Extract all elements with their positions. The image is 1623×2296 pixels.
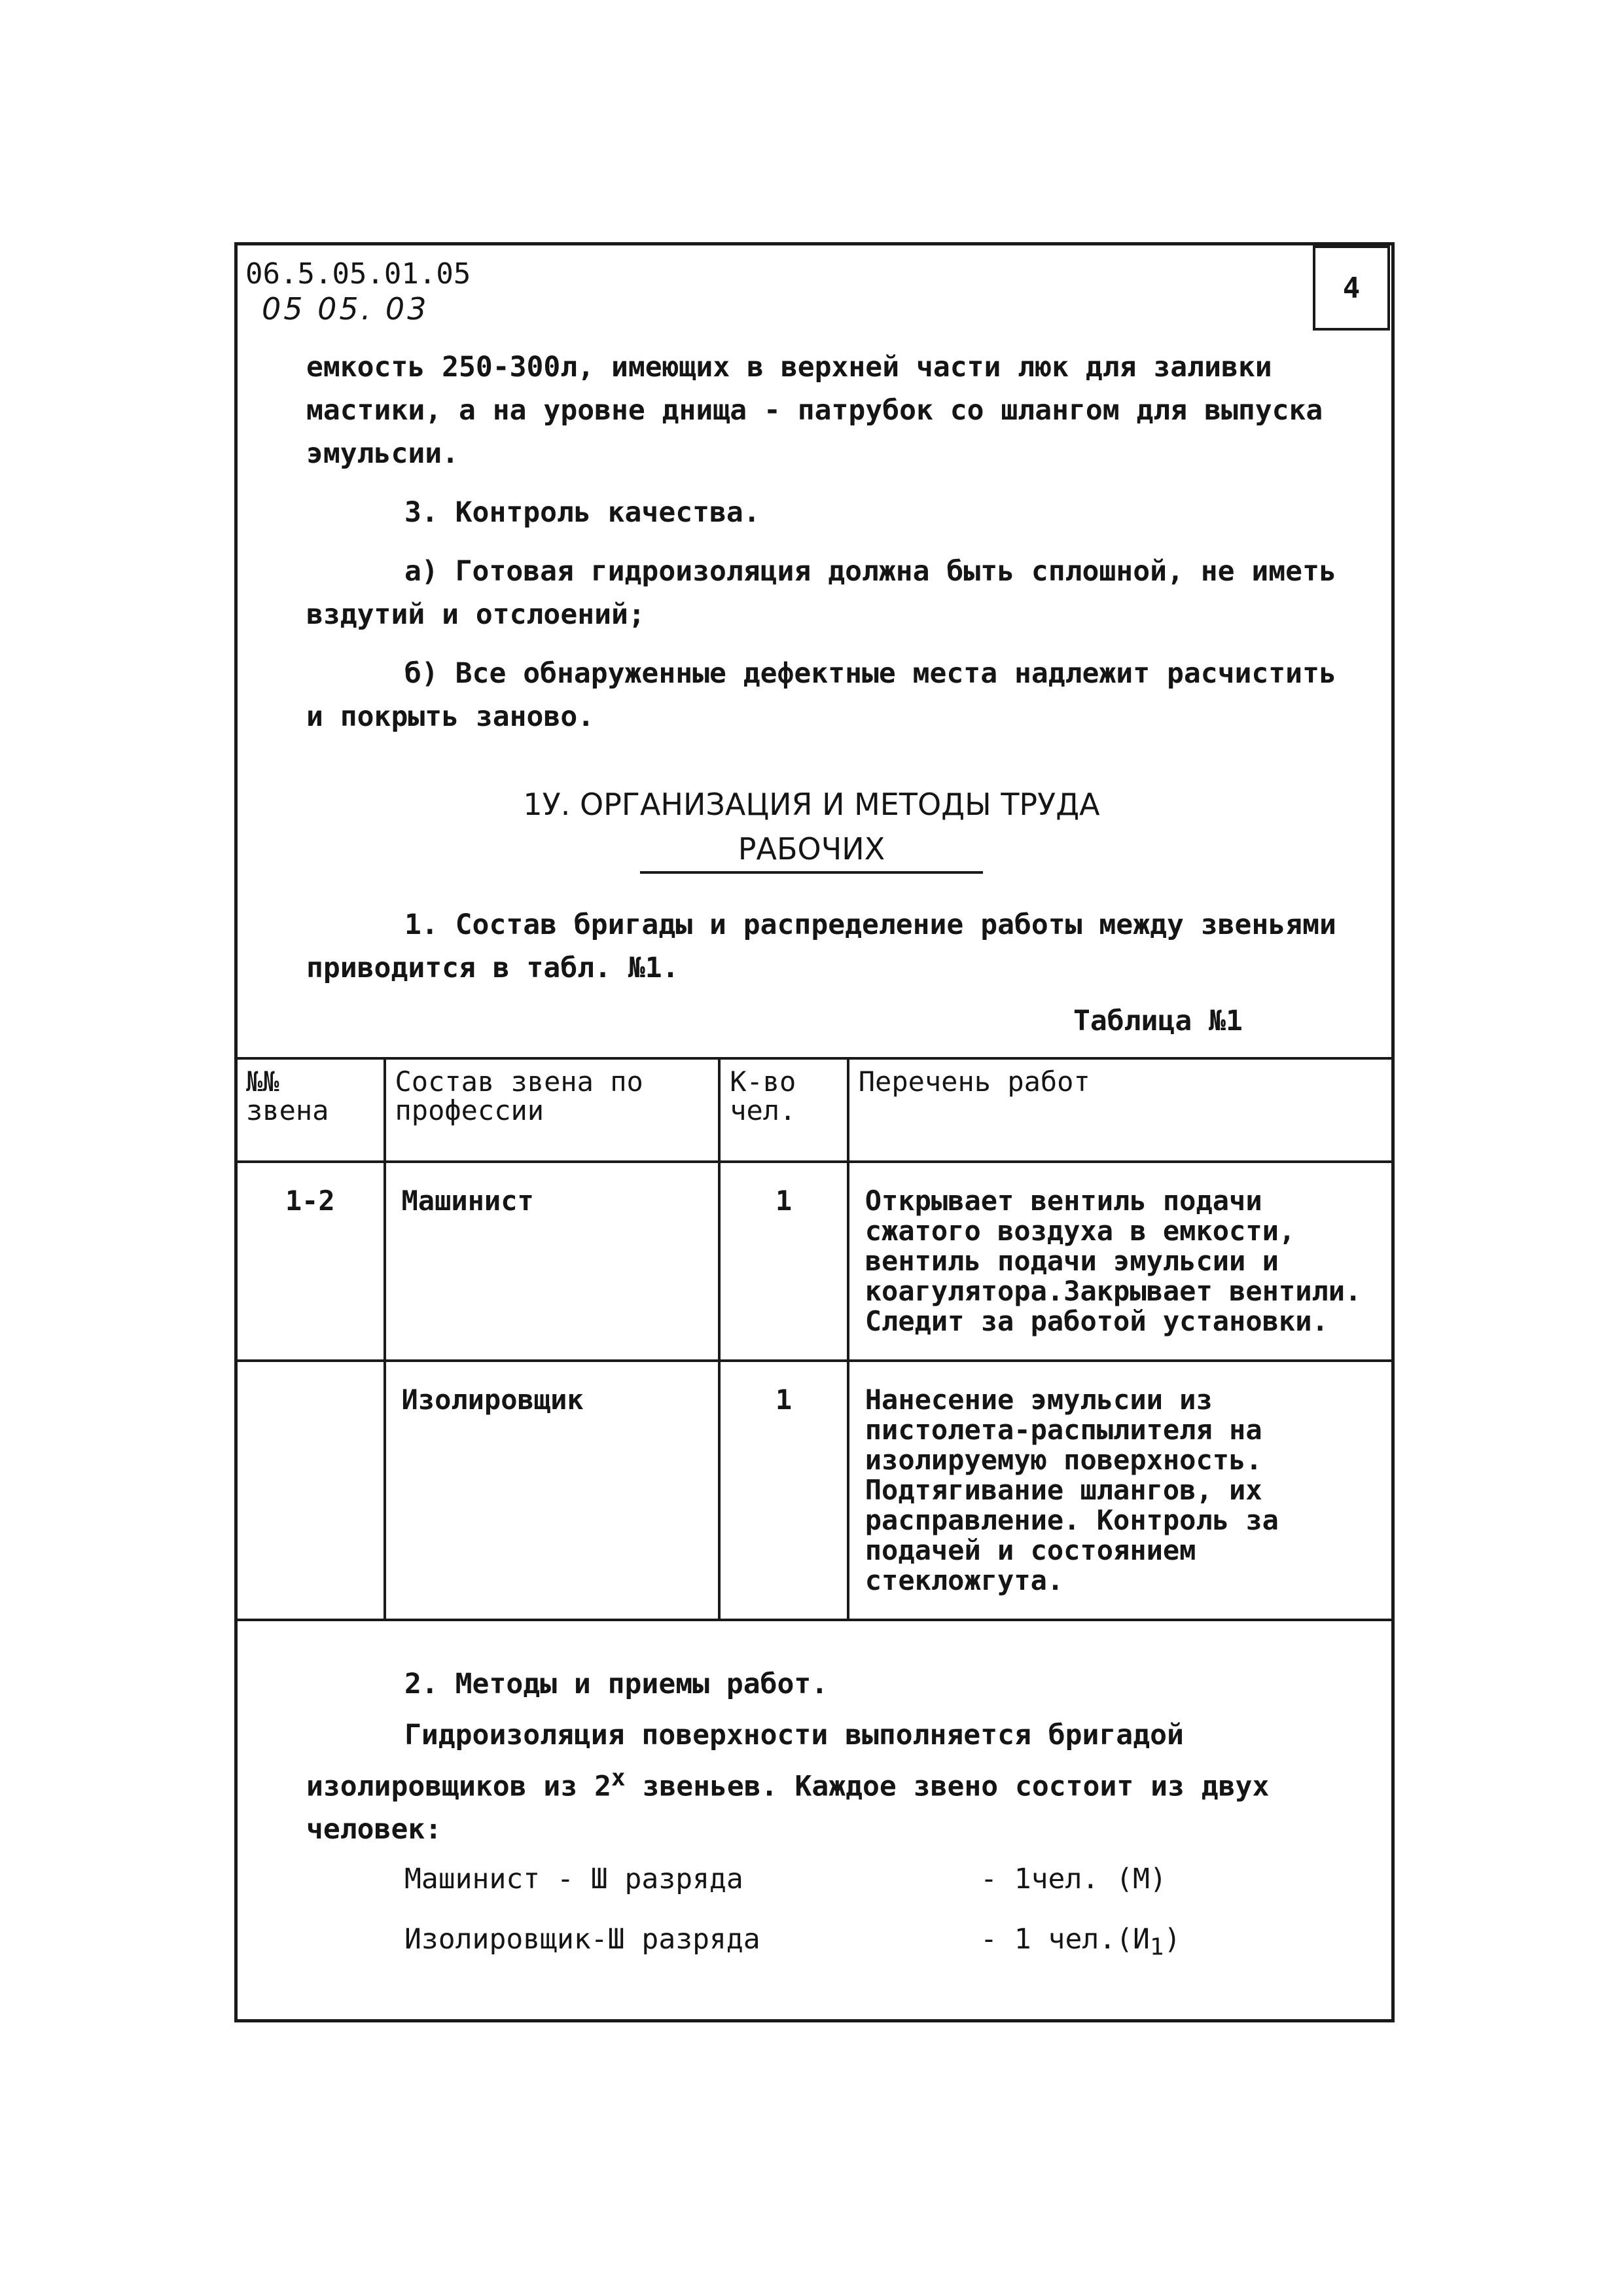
table-row <box>236 1361 1393 1620</box>
section-paragraph-1: 1. Состав бригады и распределение работы между звеньями приводится в табл. №1. <box>306 908 1336 984</box>
handwritten-code: 05 05. 03 <box>262 291 429 327</box>
staff-role: Изолировщик-Ш разряда <box>404 1923 760 1956</box>
methods-paragraph <box>306 1713 1360 1851</box>
staff-count: - 1 чел.(И <box>980 1923 1150 1956</box>
quality-item-b: б) Все обнаруженные дефектные места надлежит расчистить и покрыть заново. <box>306 657 1336 733</box>
document-code: 06.5.05.01.05 <box>245 257 471 291</box>
brigade-table <box>234 1057 1395 1621</box>
cell-profession: Машинист <box>385 1162 720 1361</box>
cell-count: 1 <box>719 1361 848 1620</box>
methods-text-end: звеньев. Каждое звено состоит из двух человек: <box>306 1770 1270 1846</box>
cell-work: Открывает вентиль подачи сжатого воздуха в емкости, вентиль подачи эмульсии и коагулятора.Закрывает вентили. Следит за работой установки. <box>848 1162 1393 1361</box>
cell-unit: 1-2 <box>236 1162 385 1361</box>
header-count: К-во чел. <box>719 1058 848 1162</box>
quality-control-heading: 3. Контроль качества. <box>404 496 760 529</box>
header-profession: Состав звена по профессии <box>385 1058 720 1162</box>
cell-unit <box>236 1361 385 1620</box>
page-number: 4 <box>1313 245 1390 331</box>
staff-line-2 <box>404 1918 1181 1969</box>
section-title-line2: РАБОЧИХ <box>640 827 983 874</box>
cell-work: Нанесение эмульсии из пистолета-распылителя на изолируемую поверхность. Подтягивание шлангов, их расправление. Контроль за подачей и состоянием стекложгута. <box>848 1361 1393 1620</box>
staff-count-close: ) <box>1164 1923 1181 1956</box>
quality-item-a: а) Готовая гидроизоляция должна быть сплошной, не иметь вздутий и отслоений; <box>306 555 1336 631</box>
table-header-row <box>236 1058 1393 1162</box>
staff-subscript: 1 <box>1149 1933 1164 1961</box>
methods-superscript: х <box>611 1765 626 1791</box>
staff-count: - 1чел. (М) <box>980 1863 1167 1895</box>
staff-line-1 <box>404 1857 1167 1901</box>
intro-paragraph-1: емкость 250-300л, имеющих в верхней части люк для заливки мастики, а на уровне днища - патрубок со шлангом для выпуска эмульсии. <box>306 351 1323 470</box>
cell-profession: Изолировщик <box>385 1361 720 1620</box>
header-work: Перечень работ <box>848 1058 1393 1162</box>
section-title-line1: 1У. ОРГАНИЗАЦИЯ И МЕТОДЫ ТРУДА <box>523 787 1100 822</box>
section-title <box>406 782 1217 874</box>
staff-role: Машинист - Ш разряда <box>404 1863 743 1895</box>
methods-text-start: Гидроизоляция поверхности выполняется бригадой изолировщиков из 2 <box>306 1719 1184 1803</box>
cell-count: 1 <box>719 1162 848 1361</box>
methods-heading: 2. Методы и приемы работ. <box>404 1668 829 1700</box>
table-caption: Таблица №1 <box>1073 1005 1243 1037</box>
header-unit: №№ звена <box>236 1058 385 1162</box>
table-row <box>236 1162 1393 1361</box>
